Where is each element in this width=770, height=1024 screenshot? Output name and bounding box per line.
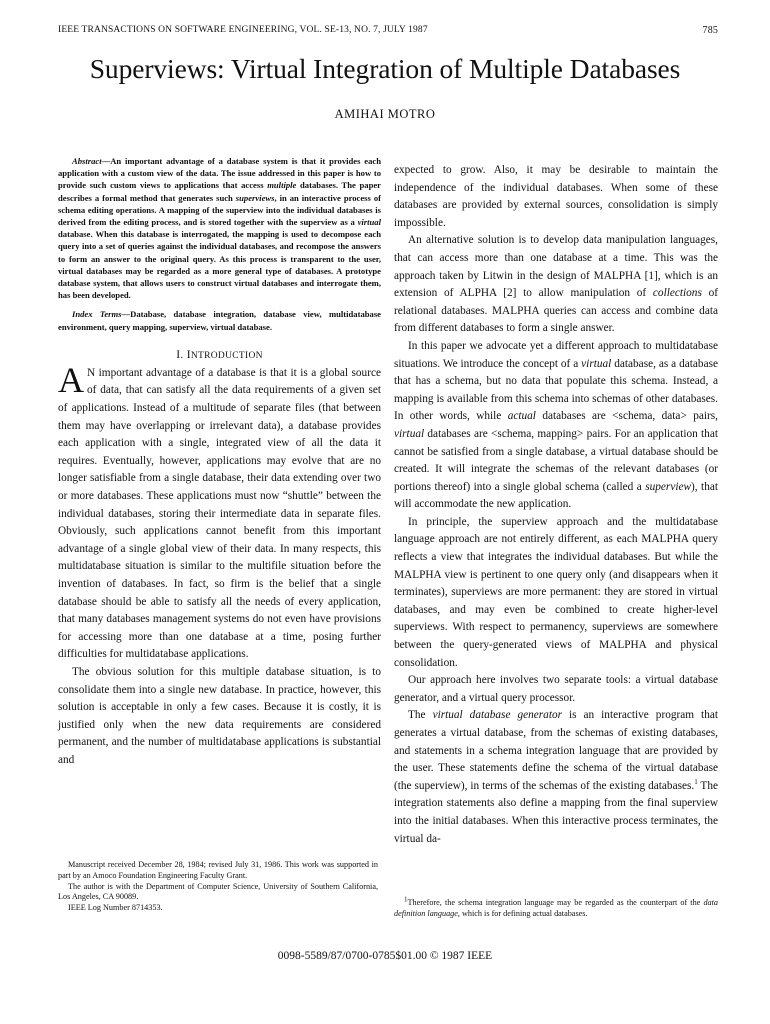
paragraph [394, 232, 718, 338]
text-run: An alternative solution is to develop data manipulation languages, that can access more than one database at a time. This was the approach taken by Litwin in the design of MALPHA [1], which is an extension of ALPHA [2] to allow manipulation of [394, 234, 718, 300]
paragraph [394, 338, 718, 514]
running-head [58, 25, 718, 39]
footnote [394, 895, 718, 920]
abstract-label: Abstract [72, 156, 102, 166]
paragraph: In principle, the superview approach and the multidatabase language approach are not entirely different, as each MALPHA query reflects a view that integrates the individual databases. But while the MALPHA view is pertinent to one query only (and disappears when it terminates), superviews are more permanent: they are stored in virtual databases, and may even be combined to create higher-level superviews. With respect to permanency, superviews are somewhere between the query-generated views of MALPHA and physical consolidation. [394, 515, 718, 669]
footnote-marker: 1 [694, 778, 698, 787]
section-title-cap: I [186, 348, 191, 361]
text-run: Therefore, the schema integration language may be regarded as the counterpart of the [407, 898, 704, 907]
paragraph: expected to grow. Also, it may be desirable to maintain the independence of the individual databases. When some of these databases are provided by external sources, consolidation is simply impossible. [394, 164, 718, 229]
emphasis: virtual [581, 357, 612, 370]
text-run: of relational databases. MALPHA queries can access and combine data from different databases to form a single answer. [394, 287, 718, 335]
abstract-text: —An important advantage of a database system is that it provides each application with a custom view of the data. The issue addressed in this paper is how to provide such custom views to applications that access [58, 156, 381, 191]
emphasis: collections [652, 287, 702, 300]
text-run: The integration statements also define a mapping from the final superview into the initial databases. When this interactive process terminates, the virtual da- [394, 779, 718, 845]
abstract [58, 155, 381, 301]
text-run: is an interactive program that generates a virtual database, from the schemas of existing databases, and statements in a schema integration language that are provided by the user. These statements define the schema of the virtual database (the superview), in terms of the schemas of the existing databases. [394, 709, 718, 792]
emphasis: superview [645, 480, 692, 493]
footnote-marker: 1 [404, 895, 408, 904]
copyright-line: 0098-5589/87/0700-0785$01.00 © 1987 IEEE [277, 950, 493, 962]
emphasis: actual [507, 410, 536, 423]
abstract-emph: multiple [267, 180, 297, 191]
text-run: databases are <schema, mapping> pairs. For an application that cannot be satisfied from a single database, a virtual database should be created. It will integrate the schemas of the relevant databases (or portions thereof) into a single global schema (called a [394, 427, 718, 493]
section-title-rest: NTRODUCTION [190, 350, 263, 361]
page-number: 785 [702, 25, 718, 36]
text-run: databases are <schema, data> pairs, [535, 410, 718, 423]
right-column [394, 162, 718, 848]
section-number: I. [176, 348, 184, 361]
paragraph: AN important advantage of a database is that it is a global source of data, that can satisfy all the data requirements of a given set of applications. Instead of a multitude of separate files (that between them may have overlapping or irrelevant data), a database provides each application with a single, integrated view of all the data it requires. Eventually, however, applications may evolve that are no longer satisfiable from a single database, their data extending over two or more databases. These applications must now “shuttle” between the individual databases, storing their intermediate data in separate files. Obviously, such applications cannot benefit from this important advantage of a single global view of their data. In many respects, this multidatabase situation is similar to the multifile situation before the invention of databases. In fact, so firm is the belief that a single database should be able to satisfy all the needs of every application, that many databases management systems do not even have provisions for accessing more than one database at a time, posing further difficulties for multidatabase applications. [58, 359, 381, 661]
abstract-emph: virtual [357, 217, 381, 228]
abstract-emph: superviews [235, 192, 275, 203]
footnotes-left [58, 860, 378, 914]
paper-title: Superviews: Virtual Integration of Multiple Databases [89, 53, 681, 84]
footnote: IEEE Log Number 8714353. [68, 903, 163, 913]
abstract-text: , in an interactive process of schema editing operations. A mapping of the superview into the individual databases is derived from the editing process, and is stored together with the superview as a [58, 192, 381, 228]
left-column [58, 155, 381, 770]
text-run: database, as a database that has a schema, but no data that populate this schema. Instead, a mapping is available from this schema into schemas of other databases. In other words, while [394, 357, 719, 423]
journal-header: IEEE TRANSACTIONS ON SOFTWARE ENGINEERING, VOL. SE-13, NO. 7, JULY 1987 [58, 25, 428, 35]
emphasis: data definition language [394, 898, 718, 918]
author: AMIHAI MOTRO [334, 107, 436, 121]
text-run: In this paper we advocate yet a different approach to multidatabase situations. We introduce the concept of a [394, 339, 718, 370]
text-run: The [408, 709, 433, 722]
paragraph: Our approach here involves two separate tools: a virtual database generator, and a virtual query processor. [394, 674, 718, 704]
abstract-text: database. When this database is interrogated, the mapping is used to decompose each query into a set of queries against the individual databases, and recompose the answers to form an answer to the original query. As this process is transparent to the user, virtual databases may be regarded as a more general type of databases. A prototype database system, that allows users to construct virtual databases and interrogate them, has been developed. [58, 229, 381, 301]
text-run: ), that will accommodate the new application. [394, 480, 719, 511]
footnotes-right [394, 895, 718, 920]
text-run: , which is for defining actual databases. [457, 908, 588, 918]
footnote: Manuscript received December 28, 1984; revised July 31, 1986. This work was supported in part by an Amoco Foundation Engineering Faculty Grant. [58, 860, 378, 880]
abstract-text: databases. The paper describes a formal method that generates such [58, 180, 381, 203]
paragraph [394, 707, 718, 848]
paragraph: The obvious solution for this multiple database situation, is to consolidate them into a single new database. In practice, however, this solution is acceptable in only a few cases. Because it is costly, it is justified only when the new data requirements are considered permanent, and the number of multidatabase applications is substantial and [58, 665, 381, 766]
section-heading [58, 349, 381, 361]
index-terms-label: Index Terms [72, 309, 122, 320]
index-terms [58, 308, 381, 332]
index-terms-text: —Database, database integration, database view, multidatabase environment, query mapping, superview, virtual database. [58, 309, 381, 332]
emphasis: virtual database generator [432, 709, 562, 722]
emphasis: virtual [394, 427, 425, 440]
footnote: The author is with the Department of Computer Science, University of Southern California, Los Angeles, CA 90089. [58, 881, 378, 902]
